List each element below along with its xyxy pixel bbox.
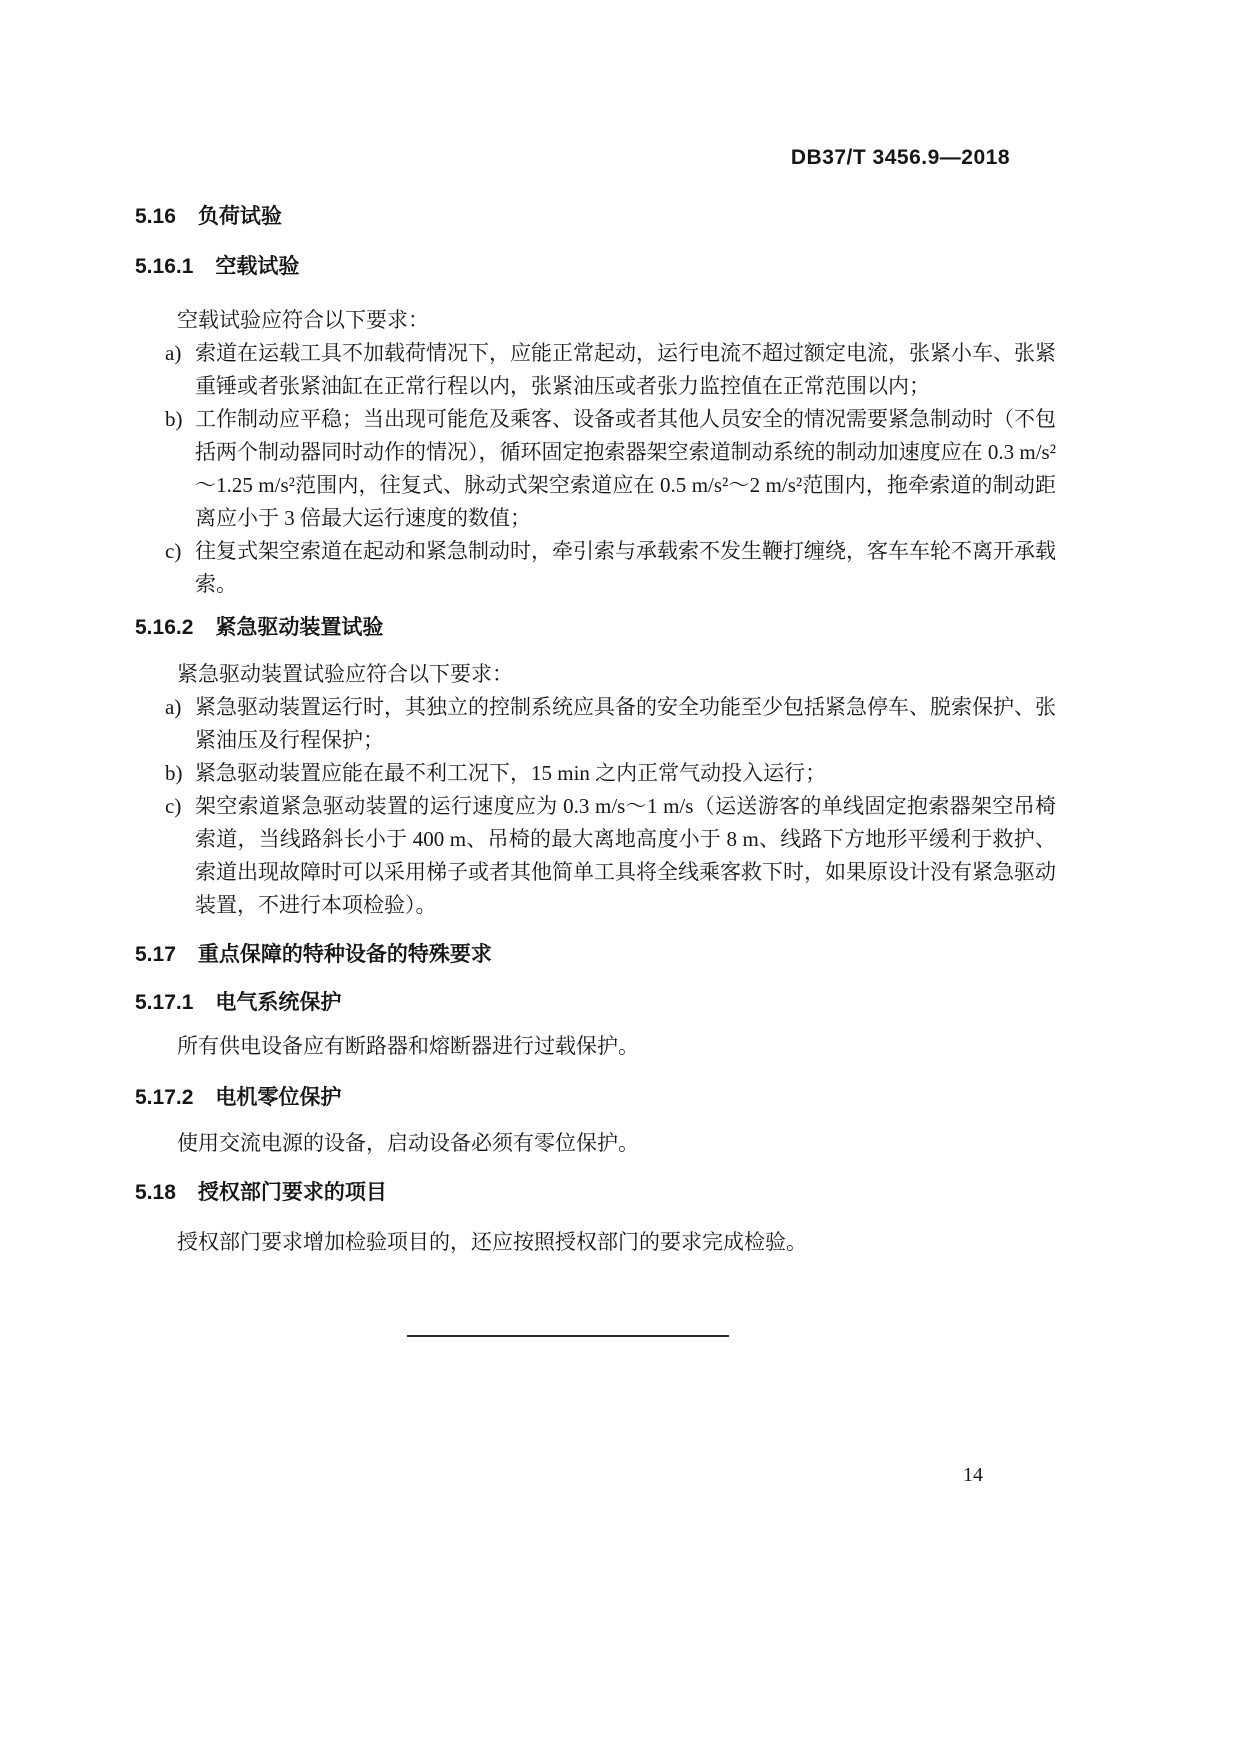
section-number: 5.16 [135,205,176,228]
list-item [165,403,1056,535]
section-number: 5.16.1 [135,255,194,278]
section-5-16-2-heading [135,613,1056,643]
list-item-label: c) [165,539,182,563]
list-item-label: b) [165,761,183,785]
list-item-label: b) [165,407,183,431]
section-5-16-1-list [135,337,1056,601]
section-title: 重点保障的特种设备的特殊要求 [197,943,492,966]
section-5-17-1-body: 所有供电设备应有断路器和熔断器进行过载保护。 [177,1034,639,1058]
section-number: 5.17.2 [135,1086,194,1109]
section-title: 电气系统保护 [215,991,342,1014]
section-title: 负荷试验 [197,205,282,228]
section-5-16-1-intro: 空载试验应符合以下要求： [177,308,429,332]
section-5-16-1-heading [135,252,1056,282]
section-title: 电机零位保护 [215,1086,342,1109]
list-item-label: c) [165,794,182,818]
list-item [165,757,1056,790]
list-item [165,691,1056,757]
list-item [165,337,1056,403]
section-5-17-2-body: 使用交流电源的设备，启动设备必须有零位保护。 [177,1131,639,1155]
list-item-text: 架空索道紧急驱动装置的运行速度应为 0.3 m/s～1 m/s（运送游客的单线固定抱索器架空吊椅索道，当线路斜长小于 400 m、吊椅的最大离地高度小于 8 m、线路下方地形平缓利于救护、索道出现故障时可以采用梯子或者其他简单工具将全线乘客救下时，如果原设计没有紧急驱动装置，不进行本项检验）。 [195,794,1056,917]
section-5-17-2-heading [135,1083,1056,1113]
section-5-17-heading [135,940,1056,970]
section-title: 授权部门要求的项目 [197,1181,387,1204]
section-title: 空载试验 [215,255,300,278]
section-5-16-heading [135,202,1056,232]
section-5-18-heading [135,1178,1056,1208]
list-item-text: 索道在运载工具不加载荷情况下，应能正常起动，运行电流不超过额定电流，张紧小车、张紧重锤或者张紧油缸在正常行程以内，张紧油压或者张力监控值在正常范围以内； [195,341,1056,398]
section-title: 紧急驱动装置试验 [215,616,384,639]
list-item-text: 工作制动应平稳；当出现可能危及乘客、设备或者其他人员安全的情况需要紧急制动时（不包括两个制动器同时动作的情况），循环固定抱索器架空索道制动系统的制动加速度应在 0.3 m/s²～1.25 m/s²范围内，往复式、脉动式架空索道应在 0.5 m/s²～2 m/s²范围内，拖牵索道的制动距离应小于 3 倍最大运行速度的数值； [195,407,1056,530]
section-number: 5.18 [135,1181,176,1204]
section-5-18-body: 授权部门要求增加检验项目的，还应按照授权部门的要求完成检验。 [177,1230,807,1254]
list-item [165,535,1056,601]
section-5-16-2-list [135,691,1056,922]
standard-number-header: DB37/T 3456.9—2018 [790,146,1010,169]
list-item-label: a) [165,695,182,719]
list-item-text: 紧急驱动装置应能在最不利工况下，15 min 之内正常气动投入运行； [195,761,827,785]
section-5-17-1-heading [135,988,1056,1018]
list-item-text: 紧急驱动装置运行时，其独立的控制系统应具备的安全功能至少包括紧急停车、脱索保护、张紧油压及行程保护； [195,695,1056,752]
end-of-text-divider [407,1335,729,1337]
section-number: 5.16.2 [135,616,194,639]
list-item-label: a) [165,341,182,365]
section-5-16-2-intro: 紧急驱动装置试验应符合以下要求： [177,662,513,686]
page-number: 14 [963,1464,983,1486]
section-number: 5.17 [135,943,176,966]
section-number: 5.17.1 [135,991,194,1014]
list-item [165,790,1056,922]
list-item-text: 往复式架空索道在起动和紧急制动时，牵引索与承载索不发生鞭打缠绕，客车车轮不离开承载索。 [195,539,1056,596]
